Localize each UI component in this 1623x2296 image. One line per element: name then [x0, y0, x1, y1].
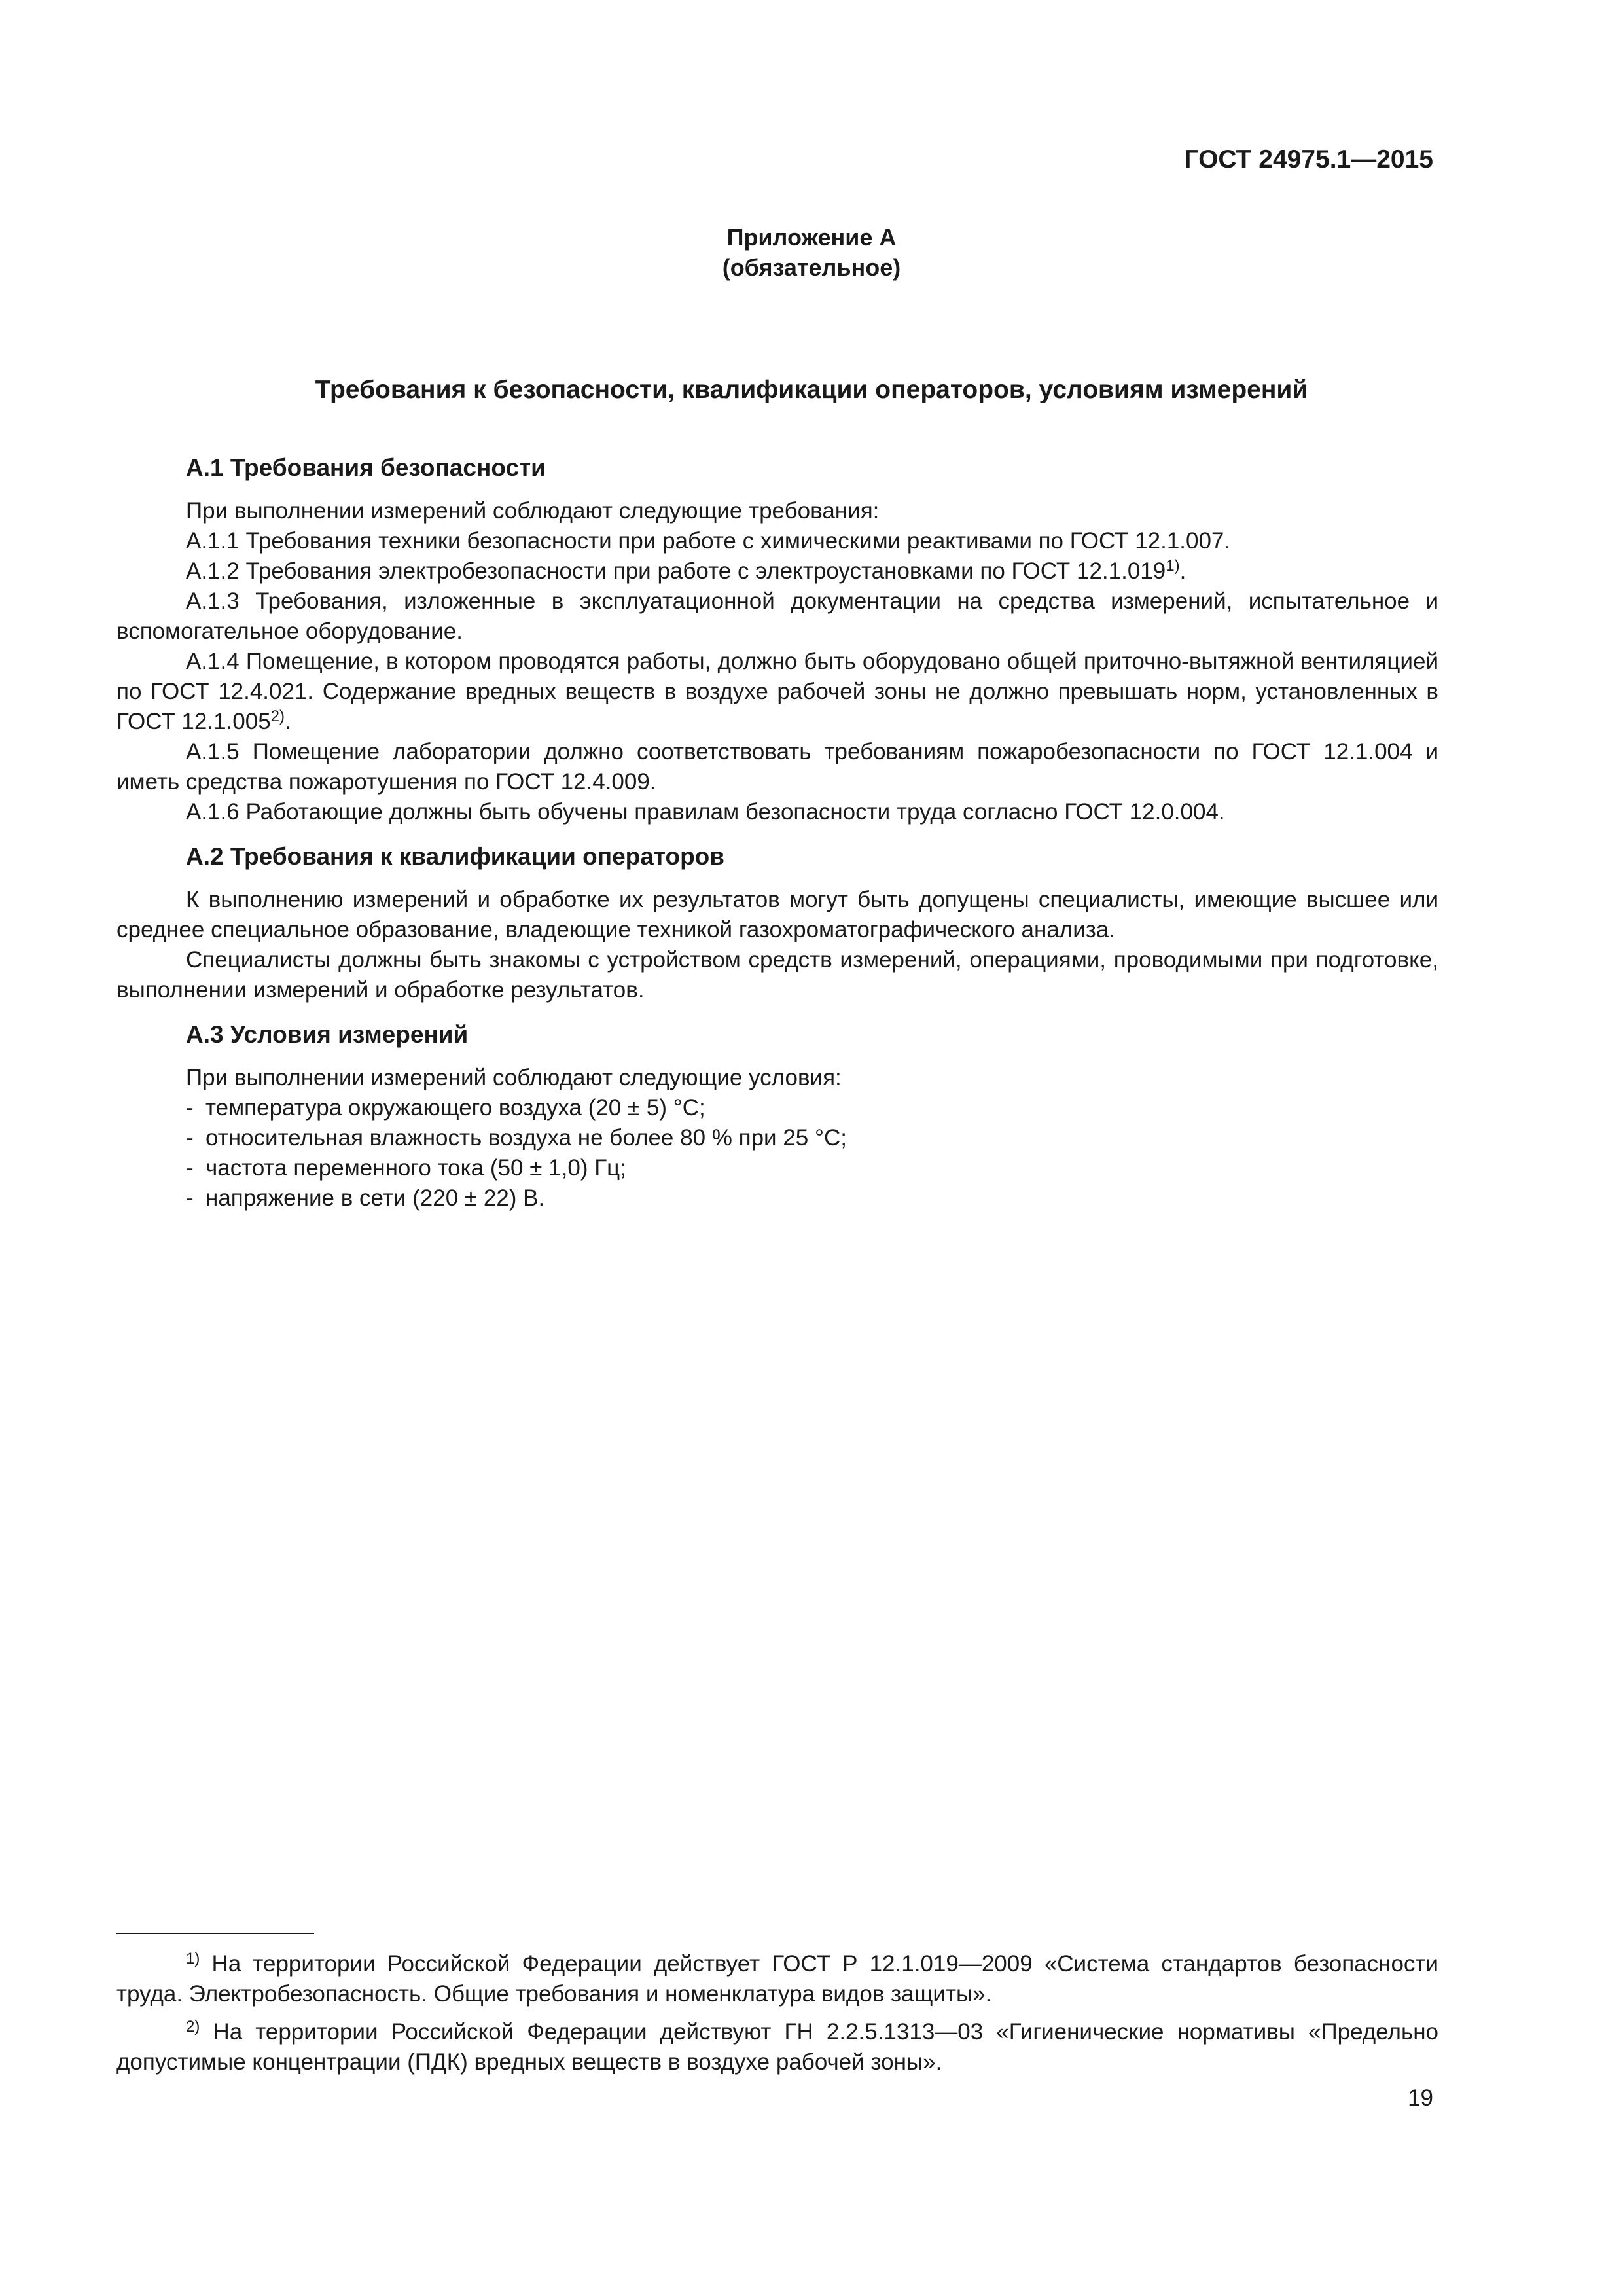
footnote-1: [116, 1949, 1438, 2009]
list-item: [116, 1123, 1438, 1153]
list-dash: -: [186, 1185, 194, 1211]
list-dash: -: [186, 1095, 194, 1121]
section-a3-intro: При выполнении измерений соблюдают следующие условия:: [186, 1065, 842, 1090]
annex-status: (обязательное): [722, 254, 901, 281]
section-a1-item-6: А.1.6 Работающие должны быть обучены правилам безопасности труда согласно ГОСТ 12.0.004.: [186, 799, 1225, 825]
footnote-ref-2: 2): [270, 708, 285, 725]
section-a1-item-4-text: А.1.4 Помещение, в котором проводятся работы, должно быть оборудовано общей приточно-вытяжной вентиляцией по ГОСТ 12.4.021. Содержание вредных веществ в воздухе рабочей зоны не должно превышать норм, установленных в ГОСТ 12.1.005: [116, 649, 1438, 734]
footnote-2: [116, 2017, 1438, 2077]
annex-title: Требования к безопасности, квалификации операторов, условиям измерений: [315, 376, 1308, 404]
list-item-text: относительная влажность воздуха не более 80 % при 25 °С;: [205, 1125, 847, 1151]
section-a1-intro: При выполнении измерений соблюдают следующие требования:: [186, 498, 880, 524]
footnote-text: На территории Российской Федерации действует ГОСТ Р 12.1.019—2009 «Система стандартов безопасности труда. Электробезопасность. Общие требования и номенклатура видов защиты».: [116, 1951, 1438, 2007]
document-body: [116, 453, 1438, 1213]
list-dash: -: [186, 1155, 194, 1181]
page-number: 19: [1408, 2085, 1433, 2111]
section-a2-para-2: Специалисты должны быть знакомы с устройством средств измерений, операциями, проводимыми при подготовке, выполнении измерений и обработке результатов.: [116, 947, 1438, 1003]
section-a1-item-5: А.1.5 Помещение лаборатории должно соответствовать требованиям пожаробезопасности по ГОСТ 12.1.004 и иметь средства пожаротушения по ГОСТ 12.4.009.: [116, 739, 1438, 795]
list-item: [116, 1093, 1438, 1123]
footnote-mark: 1): [186, 1950, 200, 1967]
document-id-header: ГОСТ 24975.1—2015: [1184, 145, 1433, 173]
annex-heading: [0, 223, 1623, 283]
section-a1-item-1: А.1.1 Требования техники безопасности при работе с химическими реактивами по ГОСТ 12.1.007.: [186, 528, 1231, 554]
list-item-text: частота переменного тока (50 ± 1,0) Гц;: [205, 1155, 626, 1181]
list-item: [116, 1153, 1438, 1183]
section-a1-item-2-text: А.1.2 Требования электробезопасности при работе с электроустановками по ГОСТ 12.1.019: [186, 558, 1166, 584]
list-item-text: напряжение в сети (220 ± 22) В.: [205, 1185, 545, 1211]
section-a1-item-2-end: .: [1179, 558, 1186, 584]
section-a1-item-2: [116, 556, 1438, 586]
footnote-text: На территории Российской Федерации действуют ГН 2.2.5.1313—03 «Гигиенические нормативы «Предельно допустимые концентрации (ПДК) вредных веществ в воздухе рабочей зоны».: [116, 2019, 1438, 2075]
section-a2-para-1: К выполнению измерений и обработке их результатов могут быть допущены специалисты, имеющие высшее или среднее специальное образование, владеющие техникой газохроматографического анализа.: [116, 887, 1438, 942]
section-a2-heading: А.2 Требования к квалификации операторов: [186, 843, 725, 870]
footnote-ref-1: 1): [1166, 557, 1180, 575]
list-item: [116, 1183, 1438, 1213]
footnote-mark: 2): [186, 2018, 200, 2036]
footnotes: [116, 1949, 1438, 2085]
list-dash: -: [186, 1125, 194, 1151]
conditions-list: [116, 1093, 1438, 1213]
section-a1-item-3: А.1.3 Требования, изложенные в эксплуатационной документации на средства измерений, испытательное и вспомогательное оборудование.: [116, 588, 1438, 644]
section-a3-heading: А.3 Условия измерений: [186, 1021, 469, 1048]
section-a1-heading: А.1 Требования безопасности: [186, 454, 546, 481]
list-item-text: температура окружающего воздуха (20 ± 5) °С;: [205, 1095, 705, 1121]
footnote-separator: [116, 1933, 314, 1934]
section-a1-item-4: [116, 647, 1438, 737]
annex-label: Приложение А: [726, 224, 897, 251]
section-a1-item-4-end: .: [285, 709, 291, 734]
